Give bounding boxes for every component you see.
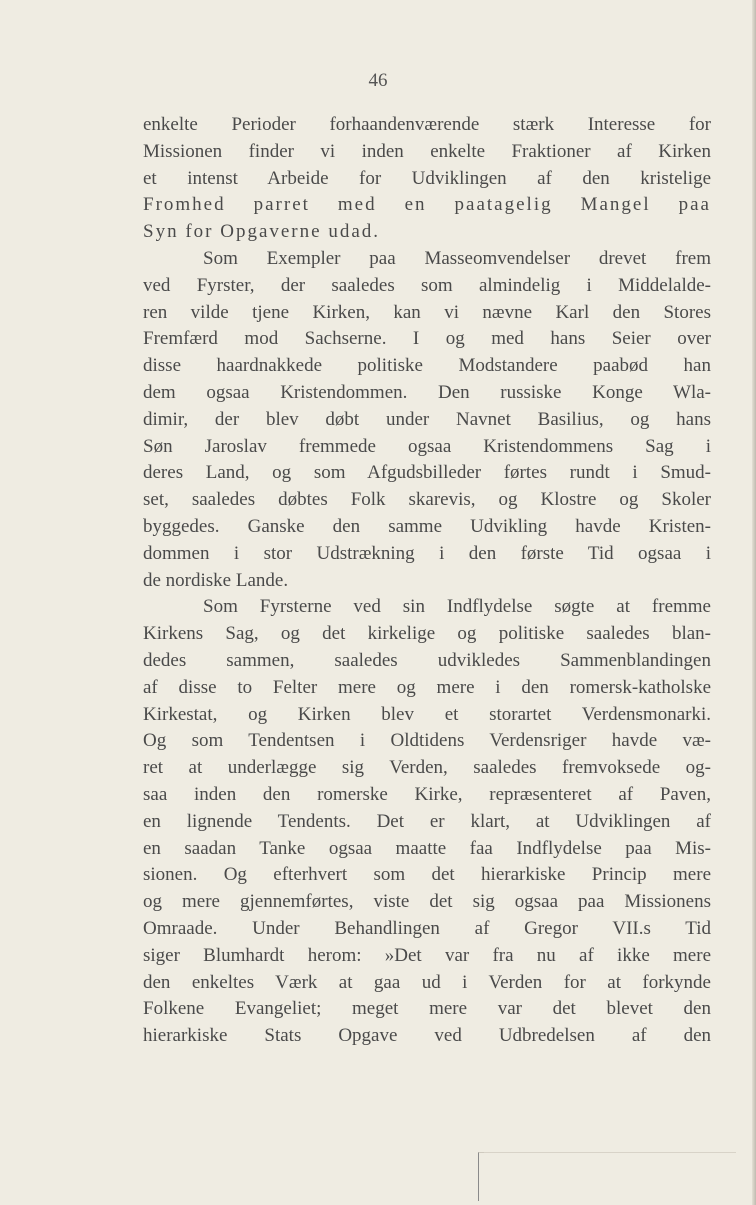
body-text [143, 112, 711, 1050]
text-line: af disse to Felter mere og mere i den romersk-katholske [143, 676, 711, 698]
text-line: Folkene Evangeliet; meget mere var det blevet den [143, 998, 711, 1020]
text-line: Fromhed parret med en paatagelig Mangel paa [143, 194, 711, 216]
text-line: set, saaledes døbtes Folk skarevis, og Klostre og Skoler [143, 489, 711, 511]
text-line: en saadan Tanke ogsaa maatte faa Indflydelse paa Mis- [143, 837, 711, 859]
text-line: saa inden den romerske Kirke, repræsenteret af Paven, [143, 783, 711, 805]
text-line: dem ogsaa Kristendommen. Den russiske Konge Wla- [143, 381, 711, 403]
page-number: 46 [368, 70, 388, 91]
text-line: et intenst Arbeide for Udviklingen af den kristelige [143, 167, 711, 189]
text-line: Missionen finder vi inden enkelte Fraktioner af Kirken [143, 140, 711, 162]
text-line: ren vilde tjene Kirken, kan vi nævne Karl den Stores [143, 301, 711, 323]
text-line: ret at underlægge sig Verden, saaledes fremvoksede og- [143, 757, 711, 779]
text-line: en lignende Tendents. Det er klart, at Udviklingen af [143, 810, 711, 832]
text-line: dommen i stor Udstrækning i den første Tid ogsaa i [143, 542, 711, 564]
text-line: Kirkens Sag, og det kirkelige og politiske saaledes blan- [143, 623, 711, 645]
text-line: Syn for Opgaverne udad. [143, 221, 381, 243]
text-line: ved Fyrster, der saaledes som almindelig i Middelalde- [143, 274, 711, 296]
text-line: Kirkestat, og Kirken blev et storartet Verdensmonarki. [143, 703, 711, 725]
text-line: disse haardnakkede politiske Modstandere paabød han [143, 355, 711, 377]
text-line: enkelte Perioder forhaandenværende stærk Interesse for [143, 114, 711, 135]
scan-artifact-rule [484, 1152, 736, 1153]
text-line: den enkeltes Værk at gaa ud i Verden for at forkynde [143, 971, 711, 993]
text-line: Omraade. Under Behandlingen af Gregor VII.s Tid [143, 917, 711, 939]
text-line: de nordiske Lande. [143, 569, 289, 591]
paragraph-start-line: Som Fyrsterne ved sin Indflydelse søgte at fremme [203, 596, 711, 618]
text-line: dedes sammen, saaledes udvikledes Sammenblandingen [143, 649, 711, 671]
text-line: Og som Tendentsen i Oldtidens Verdensriger havde væ- [143, 730, 711, 752]
scan-artifact-mark [478, 1152, 485, 1201]
paragraph-start-line: Som Exempler paa Masseomvendelser drevet frem [203, 247, 711, 269]
text-line: Fremfærd mod Sachserne. I og med hans Seier over [143, 328, 711, 350]
text-line: og mere gjennemførtes, viste det sig ogsaa paa Missionens [143, 891, 711, 913]
text-line: sionen. Og efterhvert som det hierarkiske Princip mere [143, 864, 711, 886]
text-line: hierarkiske Stats Opgave ved Udbredelsen af den [143, 1025, 711, 1047]
page-edge [752, 0, 756, 1205]
text-line: dimir, der blev døbt under Navnet Basilius, og hans [143, 408, 711, 430]
text-line: Søn Jaroslav fremmede ogsaa Kristendommens Sag i [143, 435, 711, 457]
text-line: byggedes. Ganske den samme Udvikling havde Kristen- [143, 515, 711, 537]
text-line: deres Land, og som Afgudsbilleder førtes rundt i Smud- [143, 462, 711, 484]
text-line: siger Blumhardt herom: »Det var fra nu af ikke mere [143, 944, 711, 966]
